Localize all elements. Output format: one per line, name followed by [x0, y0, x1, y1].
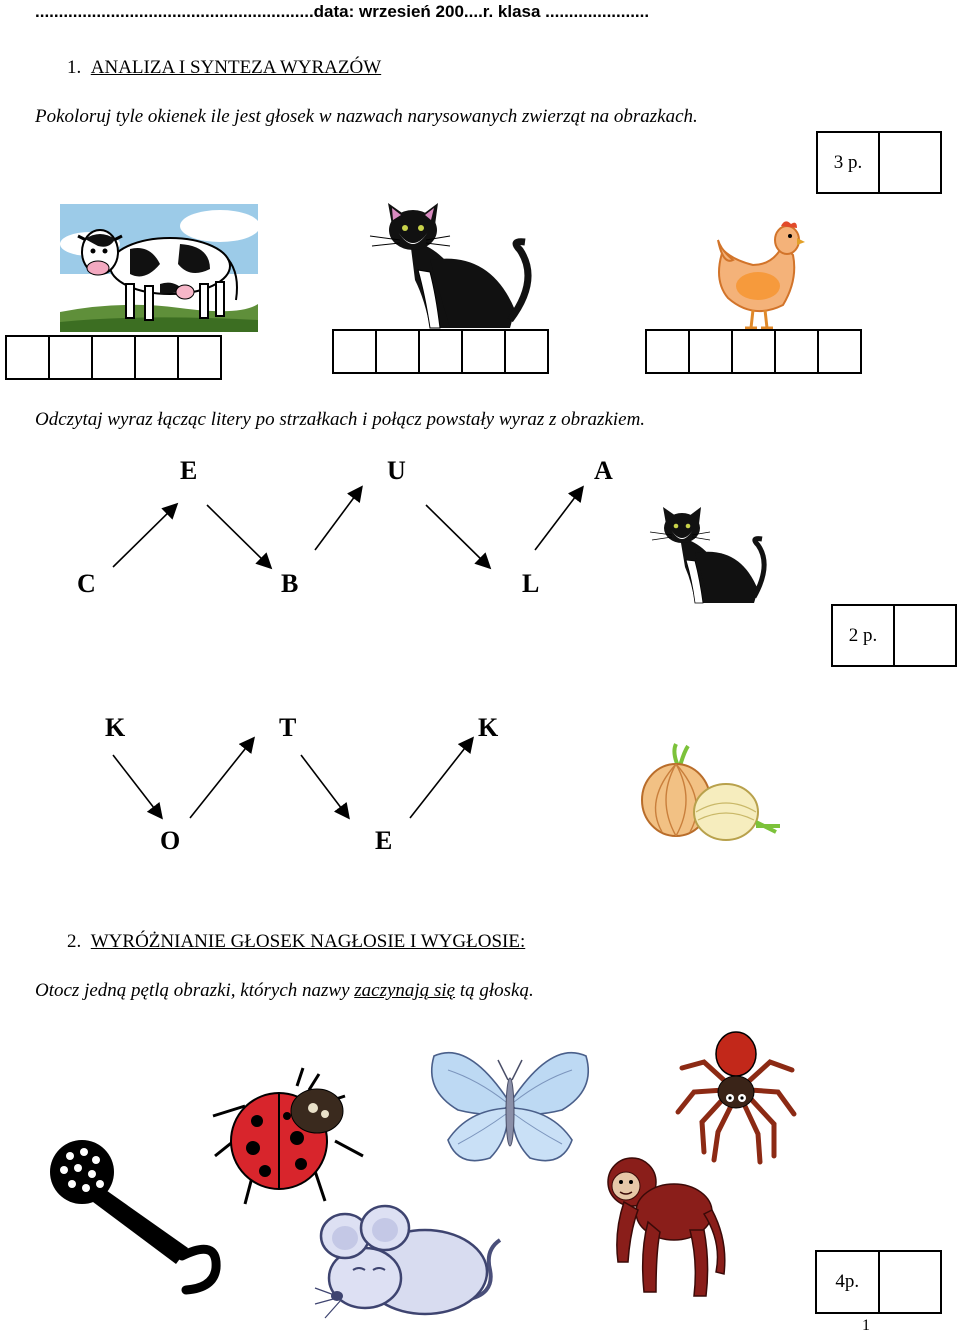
- arrow: [190, 739, 253, 818]
- header-line: ...........................................................data: wrzesień 200....r. klasa ......................: [35, 2, 650, 21]
- arrow: [535, 488, 582, 550]
- section2-number: 2.: [67, 931, 82, 952]
- arrow: [113, 755, 161, 817]
- arrow: [301, 755, 348, 817]
- puzzle-letter: K: [105, 713, 126, 742]
- puzzle-letter: C: [77, 569, 96, 598]
- ladybug-icon: [205, 1066, 365, 1208]
- score-label: 4p.: [835, 1271, 860, 1292]
- puzzle-letter: B: [281, 569, 299, 598]
- puzzle-letter: U: [387, 456, 406, 485]
- section1-instruction: Pokoloruj tyle okienek ile jest głosek w nazwach narysowanych zwierząt na obrazkach.: [35, 106, 698, 127]
- arrow: [315, 488, 361, 550]
- puzzle-letter: A: [594, 456, 613, 485]
- cat-small-icon: [650, 505, 768, 605]
- instruction-part: Otocz jedną pętlą obrazki, których nazwy: [35, 980, 355, 1001]
- puzzle-letter: O: [160, 826, 181, 855]
- section2-title: WYRÓŻNIANIE GŁOSEK NAGŁOSIE I WYGŁOSIE:: [90, 931, 526, 952]
- puzzle-letter: E: [180, 456, 198, 485]
- mouse-icon: [315, 1200, 505, 1330]
- puzzle-letter: K: [478, 713, 499, 742]
- section2-heading: [67, 931, 525, 953]
- puzzle-letter: T: [279, 713, 297, 742]
- score-label: 2 p.: [848, 624, 878, 646]
- arrow: [410, 739, 472, 818]
- score-empty-cell[interactable]: [893, 606, 955, 665]
- monkey-icon: [594, 1152, 724, 1302]
- microphone-icon: [48, 1138, 226, 1298]
- instruction-underlined: zaczynają się: [354, 980, 456, 1001]
- arrow: [426, 505, 489, 567]
- puzzle-letter: L: [522, 569, 540, 598]
- section1-instruction2: Odczytaj wyraz łącząc litery po strzałkach i połącz powstały wyraz z obrazkiem.: [35, 409, 646, 430]
- score-label: 3 p.: [833, 151, 863, 173]
- section1-title: ANALIZA I SYNTEZA WYRAZÓW: [90, 57, 382, 78]
- score-empty-cell[interactable]: [878, 1252, 941, 1312]
- section1-number: 1.: [67, 57, 82, 78]
- arrow: [207, 505, 270, 567]
- spider-icon: [674, 1032, 798, 1164]
- score-box-2: [831, 604, 957, 667]
- section2-instruction: [35, 980, 534, 1002]
- score-box-3: [815, 1250, 942, 1314]
- arrow: [113, 505, 176, 567]
- butterfly-icon: [428, 1050, 592, 1170]
- puzzle-letter: E: [375, 826, 393, 855]
- instruction-part: tą głoską.: [455, 980, 534, 1001]
- page-number: 1: [862, 1317, 870, 1334]
- onion-icon: [636, 742, 782, 842]
